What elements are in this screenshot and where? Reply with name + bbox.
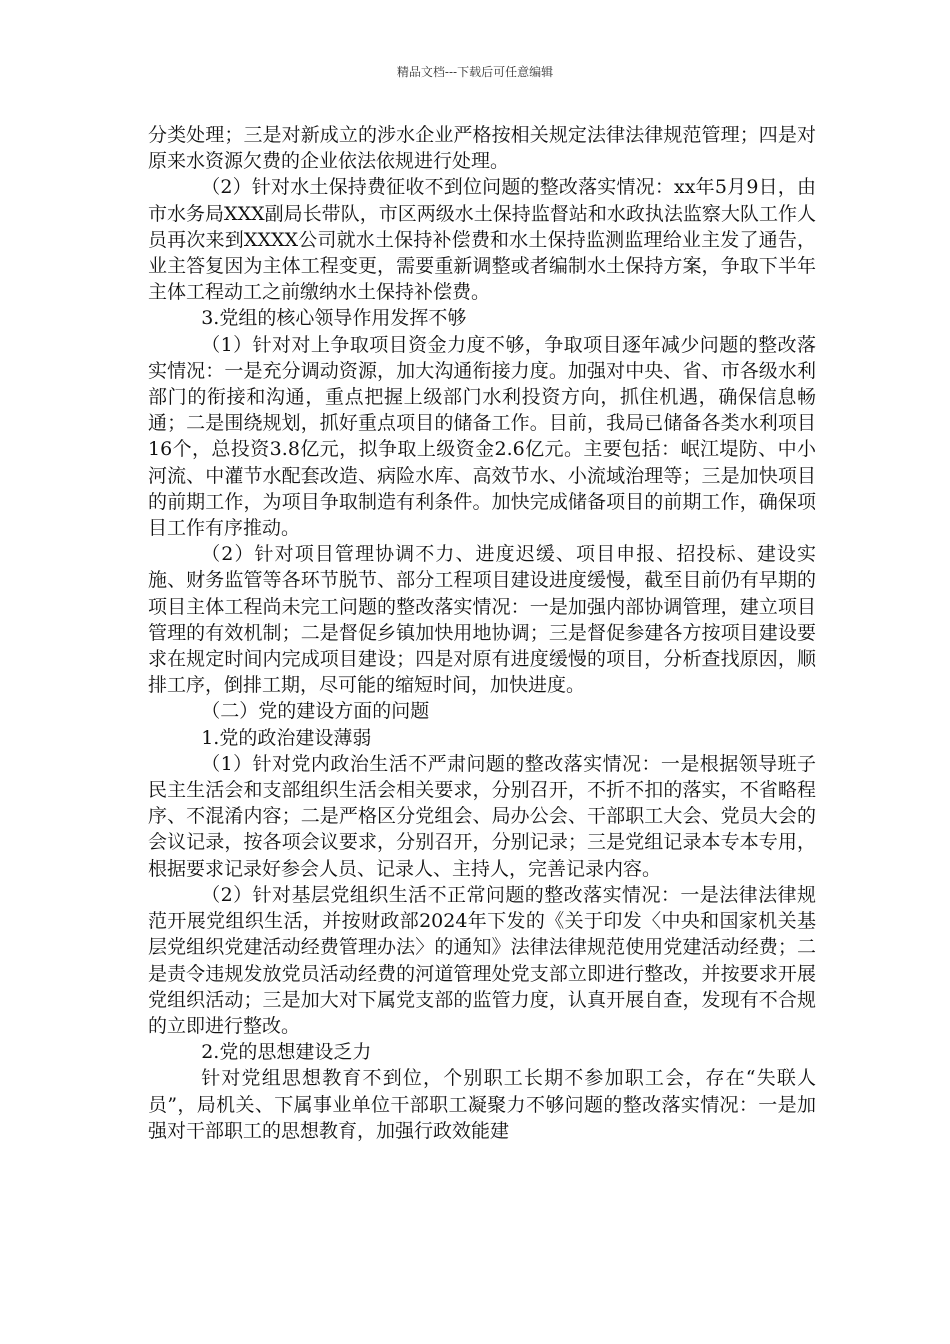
paragraph-project-management: （2）针对项目管理协调不力、进度迟缓、项目申报、招投标、建设实施、财务监管等各环节脱节、部分工程项目建设进度缓慢，截至目前仍有早期的项目主体工程尚未完工问题的整改落实情况：一是加强内部协调管理，建立项目管理的有效机制；二是督促乡镇加快用地协调；三是督促参建各方按项目建设要求在规定时间内完成项目建设；四是对原有进度缓慢的项目，分析查找原因，顺排工序，倒排工期，尽可能的缩短时间，加快进度。 <box>148 543 816 697</box>
paragraph-organization-life: （2）针对基层党组织生活不正常问题的整改落实情况：一是法律法律规范开展党组织生活，并按财政部2024年下发的《关于印发〈中央和国家机关基层党组织党建活动经费管理办法〉的通知》法律法律规范使用党建活动经费；二是责令违规发放党员活动经费的河道管理处党支部立即进行整改，并按要求开展党组织活动；三是加大对下属党支部的监管力度，认真开展自查，发现有不合规的立即进行整改。 <box>148 883 816 1037</box>
heading-ideological-building: 2.党的思想建设乏力 <box>201 1041 372 1064</box>
heading-party-building: （二）党的建设方面的问题 <box>201 700 430 723</box>
paragraph-water-soil-fee: （2）针对水土保持费征收不到位问题的整改落实情况：xx年5月9日，由市水务局XXX副局长带队，市区两级水土保持监督站和水政执法监察大队工作人员再次来到XXXX公司就水土保持补偿费和水土保持监测监理给业主发了通告，业主答复因为主体工程变更，需要重新调整或者编制水土保持方案，争取下半年主体工程动工之前缴纳水土保持补偿费。 <box>148 176 816 304</box>
heading-political-building: 1.党的政治建设薄弱 <box>201 726 372 749</box>
paragraph-political-life: （1）针对党内政治生活不严肃问题的整改落实情况：一是根据领导班子民主生活会和支部组织生活会相关要求，分别召开，不折不扣的落实，不省略程序、不混淆内容；二是严格区分党组会、局办公会、干部职工大会、党员大会的会议记录，按各项会议要求，分别召开，分别记录；三是党组记录本专本专用，根据要求记录好参会人员、记录人、主持人，完善记录内容。 <box>148 752 816 880</box>
page-header: 精品文档---下载后可任意编辑 <box>396 65 554 79</box>
paragraph-ideological-education: 针对党组思想教育不到位，个别职工长期不参加职工会，存在“失联人员”，局机关、下属事业单位干部职工凝聚力不够问题的整改落实情况：一是加强对干部职工的思想教育，加强行政效能建 <box>148 1067 816 1142</box>
paragraph-continuation: 分类处理；三是对新成立的涉水企业严格按相关规定法律法律规范管理；四是对原来水资源欠费的企业依法依规进行处理。 <box>148 124 816 173</box>
document-body <box>148 122 816 1144</box>
heading-party-leadership: 3.党组的核心领导作用发挥不够 <box>201 307 467 330</box>
paragraph-project-funding: （1）针对对上争取项目资金力度不够，争取项目逐年减少问题的整改落实情况：一是充分调动资源，加大沟通衔接力度。加强对中央、省、市各级水利部门的衔接和沟通，重点把握上级部门水利投资方向，抓住机遇，确保信息畅通；二是围绕规划，抓好重点项目的储备工作。目前，我局已储备各类水利项目16个，总投资3.8亿元，拟争取上级资金2.6亿元。主要包括：岷江堤防、中小河流、中灌节水配套改造、病险水库、高效节水、小流域治理等；三是加快项目的前期工作，为项目争取制造有利条件。加快完成储备项目的前期工作，确保项目工作有序推动。 <box>148 333 816 540</box>
